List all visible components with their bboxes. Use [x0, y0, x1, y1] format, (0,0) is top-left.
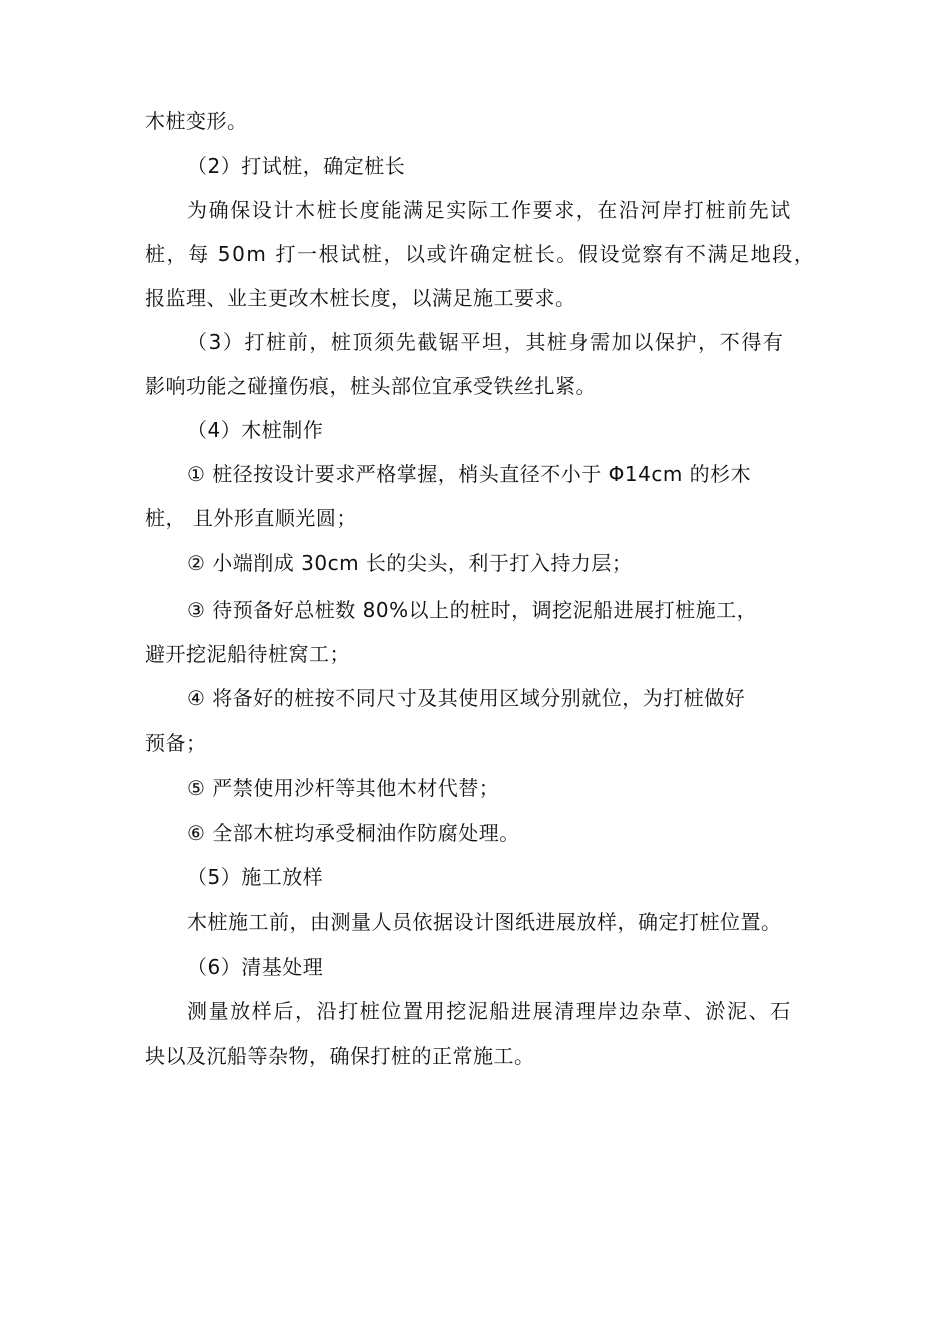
paragraph-line: 为确保设计木桩长度能满足实际工作要求，在沿河岸打桩前先试	[187, 198, 792, 222]
paragraph-line: 桩，每 50m 打一根试桩，以或许确定桩长。假设觉察有不满足地段，	[145, 242, 816, 266]
section-heading: （5）施工放样	[187, 865, 324, 889]
paragraph-line: 桩， 且外形直顺光圆；	[145, 506, 357, 530]
paragraph-line: 测量放样后，沿打桩位置用挖泥船进展清理岸边杂草、淤泥、石	[187, 999, 792, 1023]
section-heading: （6）清基处理	[187, 955, 324, 979]
paragraph-line: 报监理、业主更改木桩长度，以满足施工要求。	[145, 286, 576, 310]
list-item: ⑥ 全部木桩均承受桐油作防腐处理。	[187, 821, 520, 845]
paragraph-line: 预备；	[145, 731, 207, 755]
list-item: ① 桩径按设计要求严格掌握，梢头直径不小于 Φ14cm 的杉木	[187, 462, 752, 486]
paragraph-line: 避开挖泥船待桩窝工；	[145, 642, 350, 666]
list-item: ② 小端削成 30cm 长的尖头，利于打入持力层；	[187, 551, 633, 575]
paragraph-line: 块以及沉船等杂物，确保打桩的正常施工。	[145, 1044, 535, 1068]
paragraph-line: （3）打桩前，桩顶须先截锯平坦，其桩身需加以保护，不得有	[187, 330, 785, 354]
section-heading: （4）木桩制作	[187, 418, 324, 442]
list-item: ④ 将备好的桩按不同尺寸及其使用区域分别就位，为打桩做好	[187, 686, 746, 710]
list-item: ⑤ 严禁使用沙杆等其他木材代替；	[187, 776, 500, 800]
list-item: ③ 待预备好总桩数 80%以上的桩时，调挖泥船进展打桩施工，	[187, 598, 758, 622]
paragraph-line: 影响功能之碰撞伤痕，桩头部位宜承受铁丝扎紧。	[145, 374, 596, 398]
paragraph-line: 木桩施工前，由测量人员依据设计图纸进展放样，确定打桩位置。	[187, 910, 782, 934]
paragraph-line: 木桩变形。	[145, 109, 248, 133]
section-heading: （2）打试桩，确定桩长	[187, 154, 406, 178]
